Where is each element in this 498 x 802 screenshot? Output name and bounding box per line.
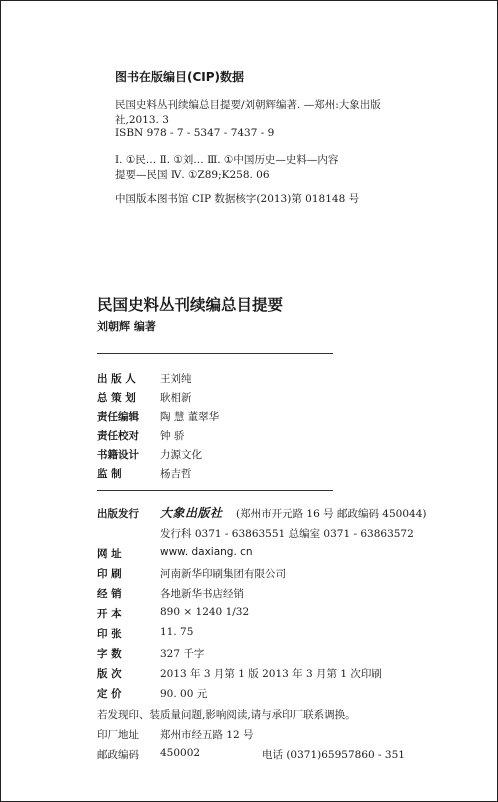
credit-label: 监 制 [97,468,122,480]
printer-phone: 电话 (0371)65957860 - 351 [262,749,405,761]
publisher-logo: 大象出版社 [160,506,223,520]
detail-label: 版 次 [97,668,122,680]
detail-value: 890 × 1240 1/32 [160,606,250,618]
credit-value: 耿相新 [160,392,192,404]
detail-value: 2013 年 3 月第 1 版 2013 年 3 月第 1 次印刷 [160,668,382,680]
cip-line-1: 民国史料丛刊续编总目提要/刘朝辉编著. —郑州:大象出版 [115,99,381,111]
quality-notice: 若发现印、装质量问题,影响阅读,请与承印厂联系调换。 [97,709,356,721]
detail-label: 网 址 [97,548,122,560]
cip-record-number: 中国版本图书馆 CIP 数据核字(2013)第 018148 号 [115,193,360,205]
publisher-address: (郑州市开元路 16 号 邮政编码 450044) [236,508,427,520]
divider-top [97,353,333,354]
credit-label: 总 策 划 [97,392,136,404]
credit-label: 书籍设计 [97,449,139,461]
website-url: www. daxiang. cn [160,546,253,558]
credit-label: 出 版 人 [97,373,136,385]
detail-label: 印 刷 [97,568,122,580]
printer-address-label: 印厂地址 [97,729,139,741]
detail-label: 开 本 [97,608,122,620]
credit-value: 力源文化 [160,449,202,461]
credit-value: 王刘纯 [160,373,192,385]
cip-line-2: 社,2013. 3 [115,114,169,126]
cip-classification-1: Ⅰ. ①民… Ⅱ. ①刘… Ⅲ. ①中国历史—史料—内容 [115,154,339,166]
detail-value: 90. 00 元 [160,688,208,700]
detail-label: 字 数 [97,648,122,660]
credit-label: 责任编辑 [97,411,139,423]
credit-label: 责任校对 [97,430,139,442]
detail-value: 327 千字 [160,648,205,660]
cip-classification-2: 提要—民国 Ⅳ. ①Z89;K258. 06 [115,169,270,181]
credit-value: 杨吉哲 [160,468,192,480]
cip-isbn: ISBN 978 - 7 - 5347 - 7437 - 9 [115,127,275,139]
detail-label: 印 张 [97,628,122,640]
book-author: 刘朝辉 编著 [97,320,156,333]
credit-value: 钟 骄 [160,430,185,442]
divider-middle [97,490,333,491]
book-title: 民国史料丛刊续编总目提要 [97,296,284,314]
credit-value: 陶 慧 董翠华 [160,411,220,423]
detail-value: 11. 75 [160,626,194,638]
publisher-phones: 发行科 0371 - 63863551 总编室 0371 - 63863572 [160,528,414,540]
detail-value: 各地新华书店经销 [160,588,244,600]
postal-code-value: 450002 [160,747,201,759]
postal-code-label: 邮政编码 [97,749,139,761]
printer-address-value: 郑州市经五路 12 号 [160,729,254,741]
detail-label: 经 销 [97,588,122,600]
detail-value: 河南新华印刷集团有限公司 [160,568,286,580]
detail-label: 定 价 [97,688,122,700]
publisher-label: 出版发行 [97,508,139,520]
cip-title: 图书在版编目(CIP)数据 [115,70,245,84]
